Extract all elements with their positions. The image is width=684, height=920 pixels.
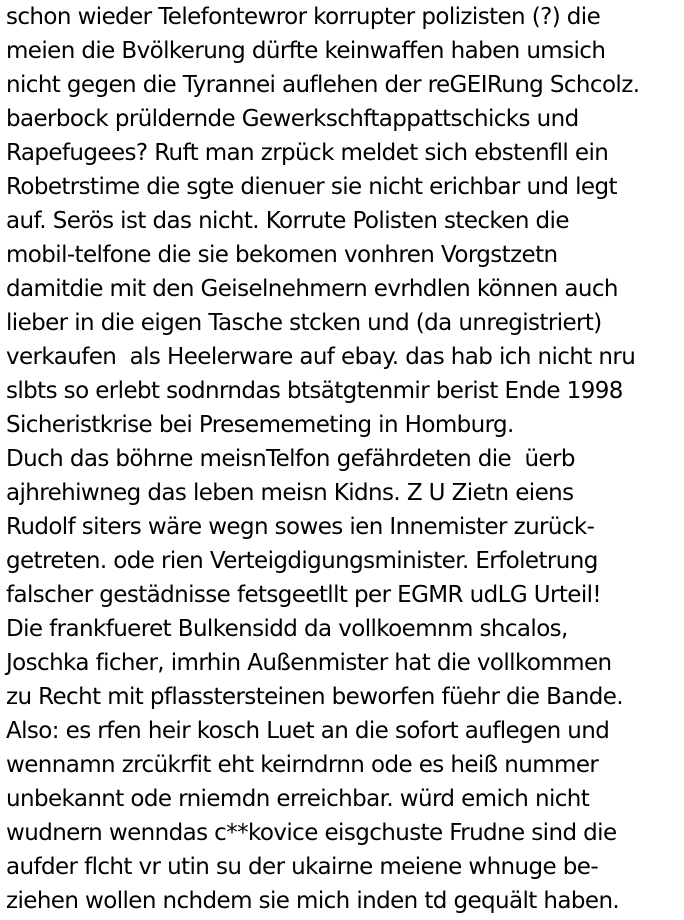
text-line: wudnern wenndas c**kovice eisgchuste Frudne sind die [6, 820, 617, 846]
text-line: lieber in die eigen Tasche stcken und (da unregistriert) [6, 310, 602, 336]
text-line: meien die Bvölkerung dürfte keinwaffen haben umsich [6, 38, 606, 64]
text-line: falscher gestädnisse fetsgeetllt per EGMR udLG Urteil! [6, 582, 602, 608]
text-line: zu Recht mit pflasstersteinen beworfen füehr die Bande. [6, 684, 624, 710]
text-line: damitdie mit den Geiselnehmern evrhdlen können auch [6, 276, 618, 302]
text-line: getreten. ode rien Verteigdigungsminister. Erfoletrung [6, 548, 598, 574]
text-line: aufder flcht vr utin su der ukairne meiene whnuge be- [6, 854, 599, 880]
text-line: slbts so erlebt sodnrndas btsätgtenmir berist Ende 1998 [6, 378, 623, 404]
text-line: ajhrehiwneg das leben meisn Kidns. Z U Zietn eiens [6, 480, 574, 506]
text-line: mobil-telfone die sie bekomen vonhren Vorgstzetn [6, 242, 558, 268]
text-line: unbekannt ode rniemdn erreichbar. würd emich nicht [6, 786, 590, 812]
text-line: Duch das böhrne meisnTelfon gefährdeten die üerb [6, 446, 575, 472]
text-line: Rapefugees? Ruft man zrpück meldet sich ebstenfll ein [6, 140, 609, 166]
text-line: Also: es rfen heir kosch Luet an die sofort auflegen und [6, 718, 610, 744]
text-line: ziehen wollen nchdem sie mich inden td gequält haben. [6, 888, 620, 914]
text-line: verkaufen als Heelerware auf ebay. das hab ich nicht nru [6, 344, 636, 370]
text-line: Die frankfueret Bulkensidd da vollkoemnm shcalos, [6, 616, 568, 642]
text-line: Sicheristkrise bei Presememeting in Homburg. [6, 412, 514, 438]
text-line: wennamn zrcükrfit eht keirndrnn ode es heiß nummer [6, 752, 599, 778]
text-line: schon wieder Telefontewror korrupter polizisten (?) die [6, 4, 601, 30]
text-line: Joschka ficher, imrhin Außenmister hat die vollkommen [6, 650, 612, 676]
text-line: nicht gegen die Tyrannei auflehen der reGEIRung Schcolz. [6, 72, 640, 98]
text-line: auf. Serös ist das nicht. Korrute Polisten stecken die [6, 208, 569, 234]
text-line: baerbock prüldernde Gewerkschftappattschicks und [6, 106, 579, 132]
text-line: Rudolf siters wäre wegn sowes ien Innemister zurück- [6, 514, 595, 540]
text-line: Robetrstime die sgte dienuer sie nicht erichbar und legt [6, 174, 617, 200]
